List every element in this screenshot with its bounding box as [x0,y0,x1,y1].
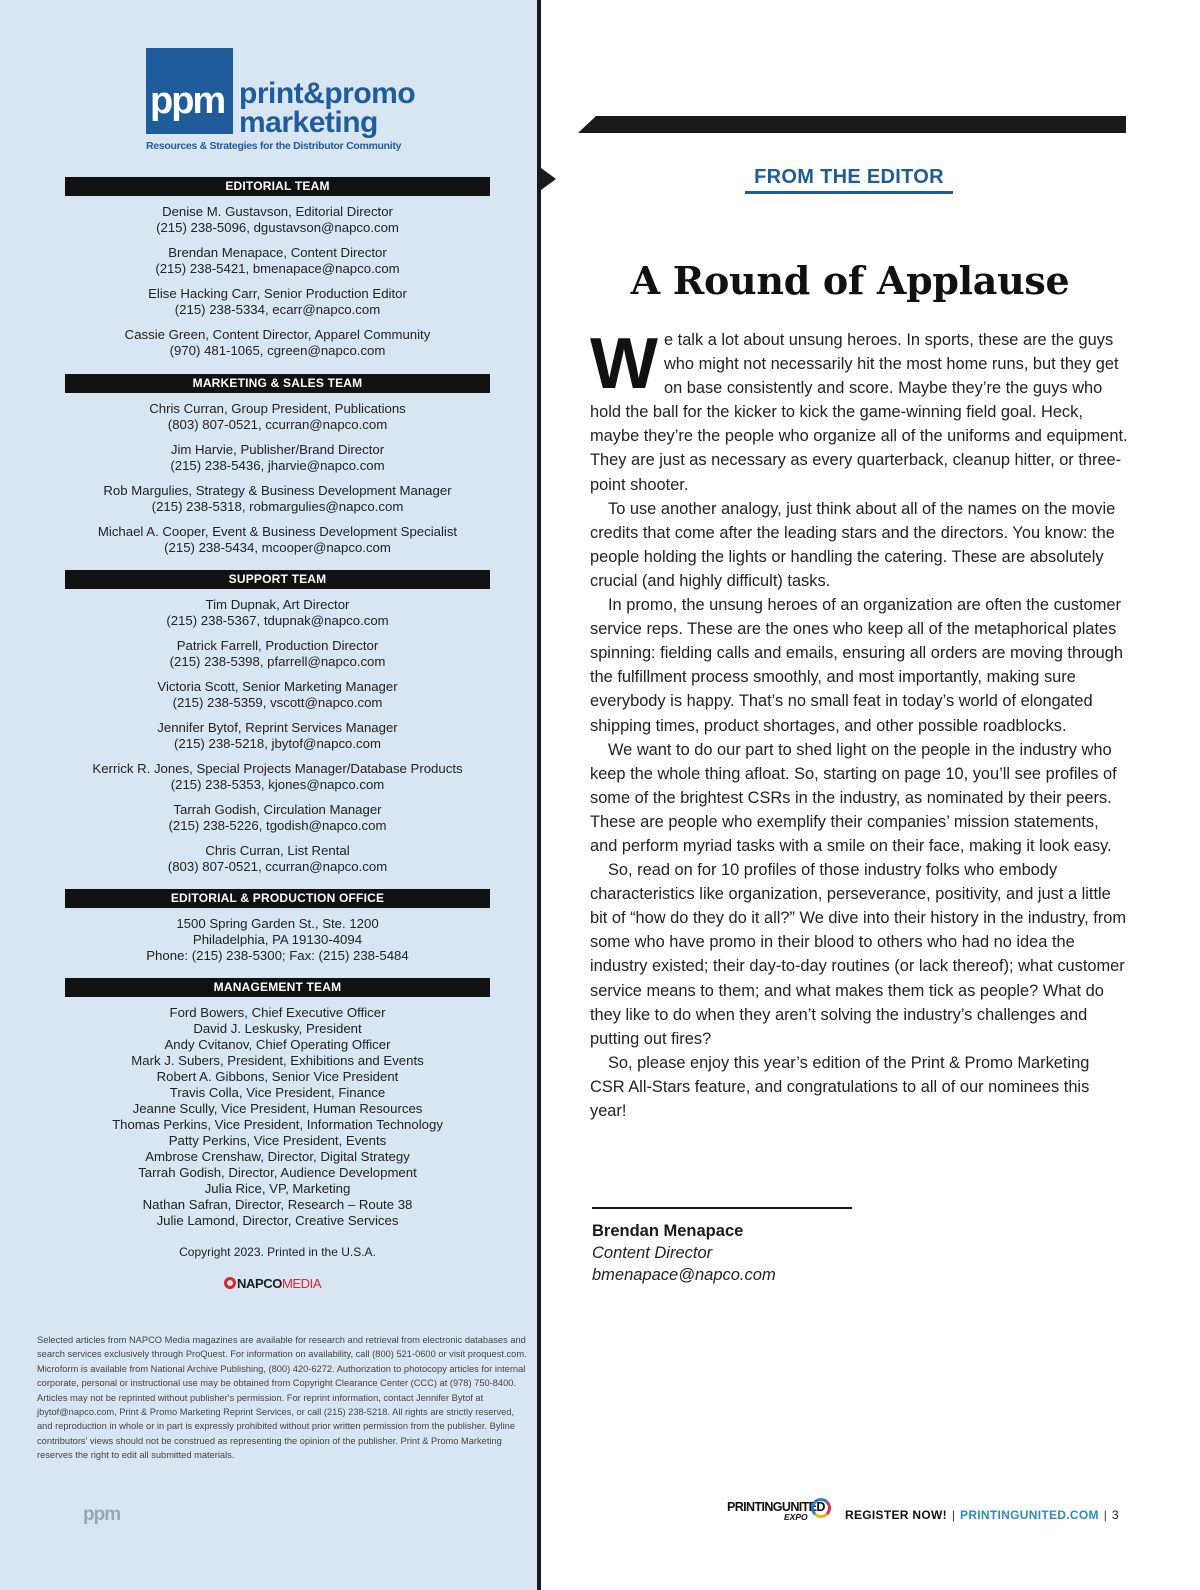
register-now-link[interactable]: REGISTER NOW! [845,1508,947,1522]
ppm-logo-mark [146,48,233,134]
ppm-logo-word-marketing: marketing [239,106,378,139]
author-title: Content Director [592,1244,713,1262]
staff-entry [65,679,490,711]
staff-name-title: Tim Dupnak, Art Director [205,597,350,612]
divider-arrow-icon [541,168,556,190]
section-header-management-team: MANAGEMENT TEAM [65,978,490,997]
section-header-support-team: SUPPORT TEAM [65,570,490,589]
printing-united-ring-icon [811,1498,831,1518]
section-header-editorial-production-office: EDITORIAL & PRODUCTION OFFICE [65,889,490,908]
section-kicker: FROM THE EDITOR [754,166,944,188]
staff-name-title: Jennifer Bytof, Reprint Services Manager [157,720,398,735]
footer-ppm-mark: ppm [83,1504,121,1525]
address-line: 1500 Spring Garden St., Ste. 1200 [176,916,379,931]
staff-contact: (215) 238-5353, kjones@napco.com [170,777,385,792]
napco-media-logo [224,1276,321,1291]
expo-logo-word: EXPO [784,1512,808,1522]
staff-entry [65,720,490,752]
management-entry: Julia Rice, VP, Marketing [204,1181,351,1196]
staff-name-title: Michael A. Cooper, Event & Business Development Specialist [97,524,458,539]
column-divider [537,0,541,1590]
staff-contact: (970) 481-1065, cgreen@napco.com [169,343,386,358]
staff-entry [65,401,490,433]
ppm-logo-tagline: Resources & Strategies for the Distributor Community [146,140,402,152]
staff-name-title: Chris Curran, Group President, Publications [149,401,406,416]
staff-contact: (215) 238-5334, ecarr@napco.com [174,302,381,317]
author-name: Brendan Menapace [592,1222,744,1240]
staff-contact: (215) 238-5359, vscott@napco.com [172,695,383,710]
article-headline: A Round of Applause [630,258,1070,303]
marketing-sales-team-list [65,401,490,565]
management-entry: Andy Cvitanov, Chief Operating Officer [164,1037,391,1052]
author-email[interactable]: bmenapace@napco.com [592,1266,776,1284]
article-body [590,324,1128,1123]
drop-cap: W [590,324,658,404]
napco-logo-word: NAPCO [237,1276,282,1291]
staff-name-title: Jim Harvie, Publisher/Brand Director [170,442,385,457]
staff-name-title: Chris Curran, List Rental [205,843,350,858]
masthead-column [0,0,537,1590]
staff-entry [65,524,490,556]
staff-contact: (215) 238-5218, jbytof@napco.com [174,736,381,751]
management-entry: Tarrah Godish, Director, Audience Development [138,1165,417,1180]
napco-logo-media-word: MEDIA [281,1276,322,1291]
ppm-logo-mark-text: ppm [150,80,225,122]
management-team-list [65,1005,490,1229]
staff-name-title: Tarrah Godish, Circulation Manager [173,802,382,817]
staff-name-title: Patrick Farrell, Production Director [176,638,379,653]
staff-contact: (215) 238-5318, robmargulies@napco.com [151,499,404,514]
address-line: Philadelphia, PA 19130-4094 [192,932,363,947]
article-paragraph: So, read on for 10 profiles of those industry folks who embody characteristics like organization, perseverance, positivity, and just a little bit of “how do they do it all?” We dive into their history in the industry, from some who have promo in their blood to others who had no idea the industry existed; their day-to-day routines (or lack thereof); what customer service means to them; and what makes them tick as people? What do they like to do when they aren’t solving the industry’s challenges and putting out fires? [590,861,1126,1048]
article-paragraph: To use another analogy, just think about all of the names on the movie credits that come after the leading stars and the directors. You know: the people holding the lights or handling the catering. These are absolutely crucial (and highly difficult) tasks. [590,499,1116,590]
article-paragraph: In promo, the unsung heroes of an organization are often the customer service reps. These are the ones who keep all of the metaphorical plates spinning: fielding calls and emails, ensuring all orders are moving through the fulfillment process smoothly, and most importantly, making sure everybody is happy. That’s no small feat in today’s world of elongated shipping times, product shortages, and other possible roadblocks. [590,596,1123,735]
staff-name-title: Victoria Scott, Senior Marketing Manager [157,679,398,694]
management-entry: Thomas Perkins, Vice President, Information Technology [112,1117,443,1132]
staff-entry [65,245,490,277]
printing-united-logo-word: PRINTINGUNITED [727,1500,825,1514]
support-team-list [65,597,490,884]
staff-name-title: Elise Hacking Carr, Senior Production Editor [148,286,407,301]
printing-united-url-link[interactable]: PRINTINGUNITED.COM [960,1508,1099,1522]
staff-entry [65,483,490,515]
staff-entry [65,327,490,359]
staff-name-title: Cassie Green, Content Director, Apparel Community [124,327,431,342]
staff-contact: (215) 238-5398, pfarrell@napco.com [169,654,386,669]
staff-contact: (803) 807-0521, ccurran@napco.com [167,859,388,874]
ppm-logo [146,48,436,158]
staff-contact: (215) 238-5421, bmenapace@napco.com [155,261,400,276]
article-paragraph: We want to do our part to shed light on the people in the industry who keep the whole thing afloat. So, starting on page 10, you’ll see profiles of some of the brightest CSRs in the industry, as nominated by their peers. These are people who exemplify their companies’ mission statements, and perform myriad tasks with a smile on their face, making it look easy. [590,740,1117,855]
management-entry: Ford Bowers, Chief Executive Officer [169,1005,386,1020]
staff-entry [65,597,490,629]
article-paragraph [590,324,1128,497]
staff-contact: (215) 238-5367, tdupnak@napco.com [166,613,389,628]
ppm-logo-word-print-promo: print&promo [239,77,416,110]
staff-entry [65,761,490,793]
copyright-notice: Copyright 2023. Printed in the U.S.A. [179,1245,376,1259]
legal-fineprint: Selected articles from NAPCO Media magazines are available for research and retrieval from electronic databases and search services exclusively through ProQuest. For information on availability, call (800) 521-0600 or visit proquest.com. Microform is available from National Archive Publishing, (800) 420-6272. Authorization to photocopy articles for internal corporate, personal or instructional use may be obtained from Copyright Clearance Center (CCC) at (978) 750-8400. Articles may not be reprinted without publisher's permission. For reprint information, contact Jennifer Bytof at jbytof@napco.com, Print & Promo Marketing Reprint Services, or call (215) 238-5218. All rights are strictly reserved, and reproduction in whole or in part is expressly prohibited without prior written permission from the publisher. Byline contributors' views should not be construed as representing the opinion of the publisher. Print & Promo Marketing reserves the right to edit all submitted materials. [37,1335,527,1461]
staff-entry [65,204,490,236]
article-paragraph: So, please enjoy this year’s edition of the Print & Promo Marketing CSR All-Stars feature, and congratulations to all of our nominees this year! [590,1053,1090,1120]
phone-fax-line: Phone: (215) 238-5300; Fax: (215) 238-5484 [146,948,409,963]
management-entry: Robert A. Gibbons, Senior Vice President [156,1069,399,1084]
footer-separator: | [1103,1508,1107,1522]
management-entry: Ambrose Crenshaw, Director, Digital Strategy [145,1149,410,1164]
decorative-top-stripe [578,116,1126,133]
office-address [65,916,490,964]
management-entry: Julie Lamond, Director, Creative Services [156,1213,399,1228]
staff-entry [65,442,490,474]
staff-entry [65,843,490,875]
management-entry: Mark J. Subers, President, Exhibitions and Events [131,1053,424,1068]
staff-name-title: Kerrick R. Jones, Special Projects Manager/Database Products [92,761,463,776]
management-entry: David J. Leskusky, President [193,1021,362,1036]
printing-united-expo-logo [727,1498,832,1528]
kicker-underline [745,191,953,194]
management-entry: Nathan Safran, Director, Research – Route 38 [142,1197,413,1212]
staff-contact: (215) 238-5436, jharvie@napco.com [170,458,385,473]
footer-separator: | [951,1508,956,1522]
editorial-team-list [65,204,490,368]
napco-ring-icon [224,1277,236,1289]
staff-entry [65,638,490,670]
staff-entry [65,802,490,834]
staff-contact: (215) 238-5096, dgustavson@napco.com [156,220,399,235]
signature-rule [592,1207,852,1209]
staff-name-title: Denise M. Gustavson, Editorial Director [162,204,393,219]
paragraph-text: e talk a lot about unsung heroes. In sports, these are the guys who might not necessarily hit the most home runs, but they get on base consistently and score. Maybe they’re the guys who hold the ball for the kicker to kick the game-winning field goal. Heck, maybe they’re the people who organize all of the uniforms and equipment. They are just as necessary as every quarterback, cleanup hitter, or three-point shooter. [590,331,1128,494]
page-number: 3 [1111,1508,1119,1522]
staff-entry [65,286,490,318]
management-entry: Travis Colla, Vice President, Finance [169,1085,386,1100]
staff-contact: (803) 807-0521, ccurran@napco.com [167,417,388,432]
section-header-editorial-team: EDITORIAL TEAM [65,177,490,196]
staff-name-title: Rob Margulies, Strategy & Business Development Manager [103,483,452,498]
staff-name-title: Brendan Menapace, Content Director [168,245,387,260]
management-entry: Jeanne Scully, Vice President, Human Resources [132,1101,423,1116]
staff-contact: (215) 238-5434, mcooper@napco.com [164,540,391,555]
management-entry: Patty Perkins, Vice President, Events [168,1133,387,1148]
staff-contact: (215) 238-5226, tgodish@napco.com [168,818,387,833]
section-header-marketing-sales-team: MARKETING & SALES TEAM [65,374,490,393]
footer-promo [845,1508,1119,1522]
